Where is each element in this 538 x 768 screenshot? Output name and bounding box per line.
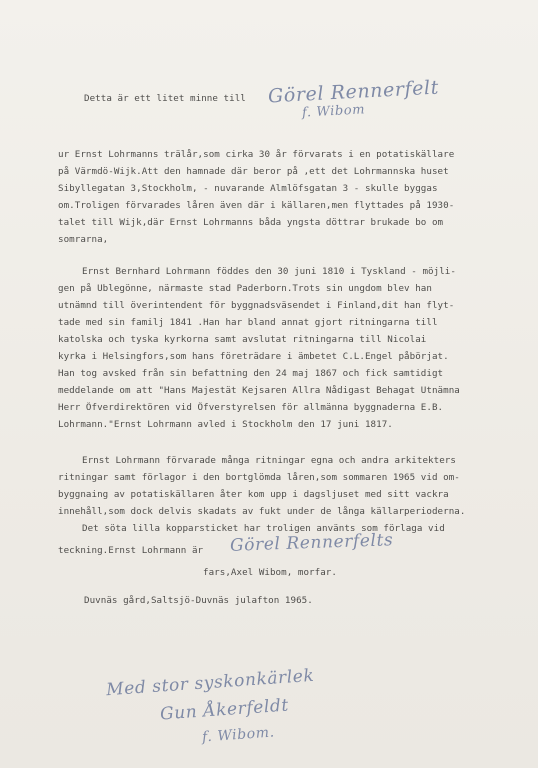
body-line-17: Ernst Lohrmann förvarade många ritningar egna och andra arkitekters xyxy=(82,455,456,466)
body-line-4: om.Troligen förvarades låren även där i källaren,men flyttades på 1930- xyxy=(58,200,455,211)
body-line-15: Herr Öfverdirektören vid Öfverstyrelsen för allmänna byggnaderna E.B. xyxy=(58,402,444,413)
body-line-11: katolska och tyska kyrkorna samt avslutat ritningarna till Nicolai xyxy=(58,334,427,345)
closing-line: fars,Axel Wibom, morfar. xyxy=(203,567,337,578)
signature-name: Gun Åkerfeldt xyxy=(159,695,290,725)
body-line-16: Lohrmann."Ernst Lohrmann avled i Stockholm den 17 juni 1817. xyxy=(58,419,393,430)
body-line-1: ur Ernst Lohrmanns trälår,som cirka 30 år förvarats i en potatiskällare xyxy=(58,149,455,160)
body-line-6: somrarna, xyxy=(58,234,109,245)
body-line-18: ritningar samt förlagor i den bortglömda låren,som sommaren 1965 vid om- xyxy=(58,472,460,483)
body-line-5: talet till Wijk,där Ernst Lohrmanns båda yngsta döttrar brukade bo om xyxy=(58,217,444,228)
body-line-22: teckning.Ernst Lohrmann är xyxy=(58,545,204,556)
body-line-7: Ernst Bernhard Lohrmann föddes den 30 juni 1810 i Tyskland - möjli- xyxy=(82,266,456,277)
header-handwritten-maiden-name: f. Wibom xyxy=(301,102,366,121)
body-line-3: Sibyllegatan 3,Stockholm, - nuvarande Almlöfsgatan 3 - skulle byggas xyxy=(58,183,438,194)
body-line-2: på Värmdö-Wijk.Att den hamnade där beror på ,ett det Lohrmannska huset xyxy=(58,166,449,177)
body-line-9: utnämnd till överintendent för byggnadsväsendet i Finland,dit han flyt- xyxy=(58,300,455,311)
body-line-19: byggnaing av potatiskällaren åter kom upp i dagsljuset med sitt vackra xyxy=(58,489,449,500)
signature-greeting: Med stor syskonkärlek xyxy=(105,665,316,701)
closing-handwritten-name: Görel Rennerfelts xyxy=(229,530,394,556)
body-line-12: kyrka i Helsingfors,som hans företrädare i ämbetet C.L.Engel påbörjat. xyxy=(58,351,449,362)
place-date-line: Duvnäs gård,Saltsjö-Duvnäs julafton 1965. xyxy=(84,595,313,606)
signature-maiden-name: f. Wibom. xyxy=(201,724,276,746)
body-line-8: gen på Ublegönne, närmaste stad Paderborn.Trots sin ungdom blev han xyxy=(58,283,432,294)
body-line-14: meddelande om att "Hans Majestät Kejsaren Allra Nådigast Behagat Utnämna xyxy=(58,385,460,396)
header-typed-line: Detta är ett litet minne till xyxy=(84,93,246,104)
header-handwritten-name: Görel Rennerfelt xyxy=(267,76,440,108)
body-line-13: Han tog avsked från sin befattning den 24 maj 1867 och fick samtidigt xyxy=(58,368,444,379)
body-line-20: innehåll,som dock delvis skadats av fukt under de långa källarperioderna. xyxy=(58,506,466,517)
body-line-21: Det söta lilla kopparsticket har troligen använts som förlaga vid xyxy=(82,523,445,534)
body-line-10: tade med sin familj 1841 .Han har bland annat gjort ritningarna till xyxy=(58,317,438,328)
